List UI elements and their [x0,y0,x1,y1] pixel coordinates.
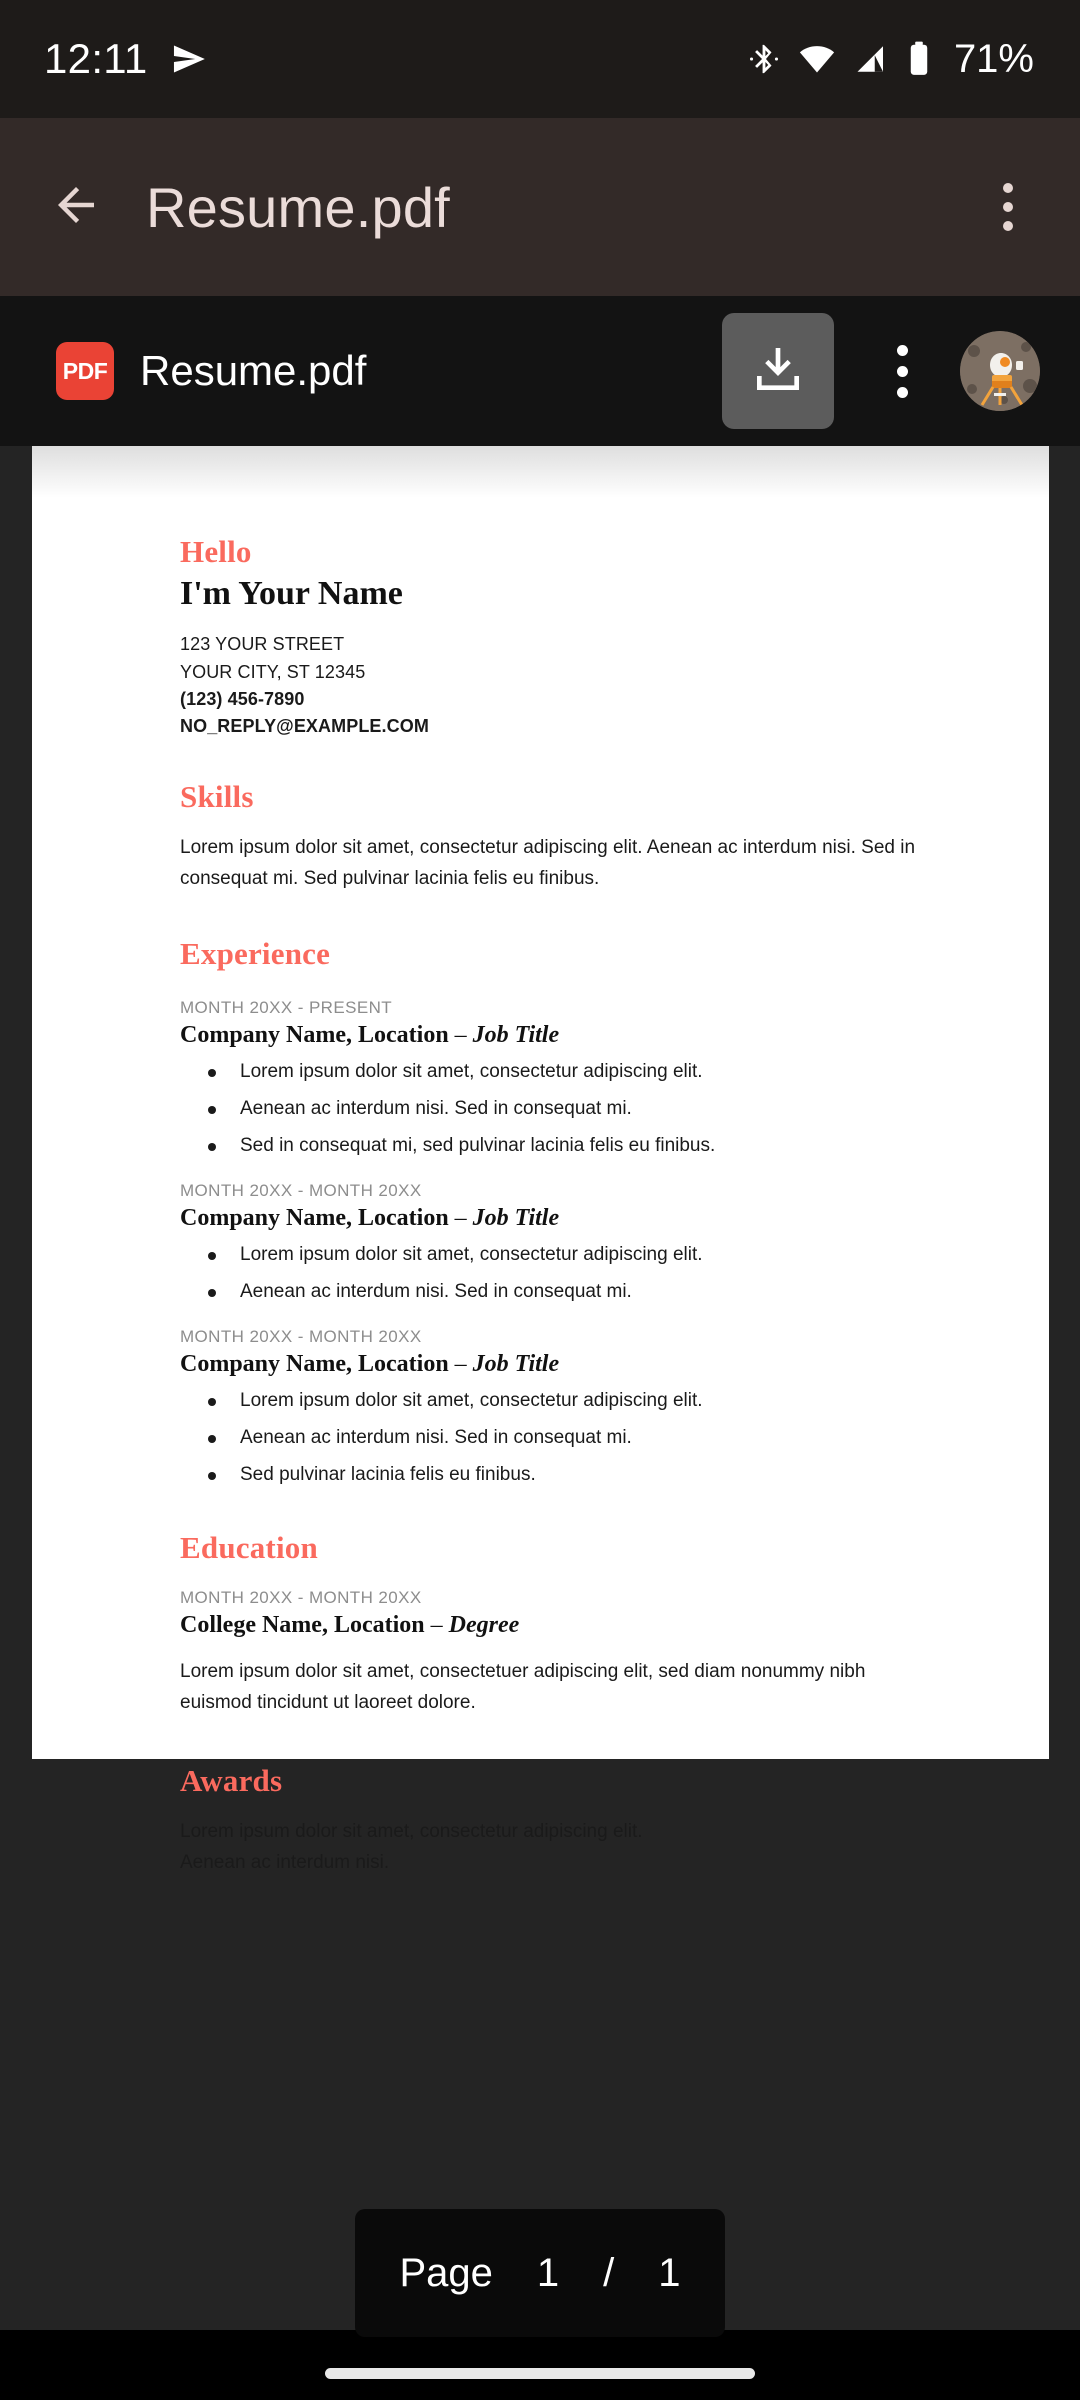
section-heading-experience: Experience [180,936,331,972]
gesture-home-pill[interactable] [325,2368,755,2379]
experience-role: Job Title [472,1205,560,1232]
experience-bullet-list [180,1391,920,1484]
awards-body [180,1817,920,1879]
contact-email: NO_REPLY@EXAMPLE.COM [180,716,429,737]
page-indicator[interactable] [355,2209,725,2337]
status-bar-clock: 12:11 [44,35,148,82]
wifi-icon [798,40,836,78]
experience-date: MONTH 20XX - PRESENT [180,998,393,1018]
list-item: Lorem ipsum dolor sit amet, consectetur adipiscing elit. [180,1062,920,1081]
app-bar-overflow-button[interactable] [960,159,1056,255]
list-item: Aenean ac interdum nisi. Sed in consequat mi. [180,1099,920,1118]
experience-org: Company Name, Location [180,1022,449,1049]
back-arrow-icon [49,178,103,237]
pdf-viewer-toolbar [0,296,1080,446]
experience-item [180,1327,920,1484]
app-bar-title: Resume.pdf [146,175,450,239]
awards-line-2: Aenean ac interdum nisi. [180,1851,390,1873]
resume-name: I'm Your Name [180,575,403,612]
page-top-shadow [32,446,1049,498]
download-button[interactable] [722,313,834,429]
list-item: Aenean ac interdum nisi. Sed in consequat mi. [180,1282,920,1301]
section-heading-skills: Skills [180,778,254,814]
page-indicator-separator: / [603,2250,615,2295]
account-avatar[interactable] [960,331,1040,411]
cellular-signal-icon [853,41,889,77]
pdf-filename-label: Resume.pdf [140,347,367,394]
experience-title [180,1205,920,1232]
education-title [180,1612,920,1639]
experience-item [180,998,920,1155]
status-bar [0,0,1080,118]
page-indicator-total: 1 [658,2250,681,2295]
contact-phone: (123) 456-7890 [180,689,305,710]
awards-line-1: Lorem ipsum dolor sit amet, consectetur adipiscing elit. [180,1820,643,1842]
experience-date: MONTH 20XX - MONTH 20XX [180,1181,422,1201]
experience-dash: – [448,1022,473,1049]
education-org: College Name, Location [180,1612,425,1639]
education-item [180,1588,920,1719]
experience-bullet-list [180,1062,920,1155]
experience-org: Company Name, Location [180,1351,449,1378]
list-item: Lorem ipsum dolor sit amet, consectetur adipiscing elit. [180,1245,920,1264]
experience-title [180,1022,920,1049]
experience-bullet-list [180,1245,920,1301]
experience-dash: – [448,1205,473,1232]
education-body-text: Lorem ipsum dolor sit amet, consectetuer adipiscing elit, sed diam nonummy nibh euismod tincidunt ut laoreet dolore. [180,1661,866,1714]
page-indicator-current: 1 [536,2250,560,2295]
contact-city: YOUR CITY, ST 12345 [180,661,366,682]
app-bar [0,118,1080,296]
experience-role: Job Title [472,1351,560,1378]
astronaut-avatar-icon [960,331,1040,411]
section-heading-awards: Awards [180,1762,283,1798]
list-item: Sed pulvinar lacinia felis eu finibus. [180,1465,920,1484]
education-date: MONTH 20XX - MONTH 20XX [180,1588,422,1608]
battery-icon [906,40,932,78]
back-button[interactable] [28,159,124,255]
battery-percent-label: 71% [953,36,1034,81]
page-indicator-label: Page [399,2250,493,2295]
experience-role: Job Title [472,1022,560,1049]
bluetooth-icon [747,42,781,76]
more-vert-icon-dot [897,387,908,398]
download-icon [750,341,806,402]
resume-content [180,536,920,1878]
education-degree: Degree [448,1612,520,1639]
send-icon [170,40,208,78]
education-dash: – [424,1612,449,1639]
resume-contact-block [180,631,920,740]
system-navigation-bar [0,2346,1080,2400]
more-vert-icon-dot [1003,183,1013,193]
experience-dash: – [448,1351,473,1378]
list-item: Lorem ipsum dolor sit amet, consectetur adipiscing elit. [180,1391,920,1410]
pdf-toolbar-overflow-button[interactable] [862,323,942,419]
experience-date: MONTH 20XX - MONTH 20XX [180,1327,422,1347]
status-bar-left [44,35,208,83]
section-heading-education: Education [180,1530,318,1566]
more-vert-icon-dot [897,345,908,356]
pdf-page-1 [32,446,1049,1873]
status-bar-right [747,37,1034,82]
pdf-document-viewport[interactable] [0,446,1080,2330]
experience-item [180,1181,920,1301]
experience-org: Company Name, Location [180,1205,449,1232]
pdf-file-type-icon: PDF [56,342,114,400]
list-item: Sed in consequat mi, sed pulvinar lacinia felis eu finibus. [180,1136,920,1155]
list-item: Aenean ac interdum nisi. Sed in consequat mi. [180,1428,920,1447]
skills-body-text: Lorem ipsum dolor sit amet, consectetur adipiscing elit. Aenean ac interdum nisi. Sed in consequat mi. Sed pulvinar lacinia felis eu finibus. [180,836,916,889]
experience-title [180,1351,920,1378]
more-vert-icon-dot [897,366,908,377]
contact-street: 123 YOUR STREET [180,634,345,655]
more-vert-icon-dot [1003,202,1013,212]
more-vert-icon-dot [1003,221,1013,231]
resume-greeting: Hello [180,534,252,569]
